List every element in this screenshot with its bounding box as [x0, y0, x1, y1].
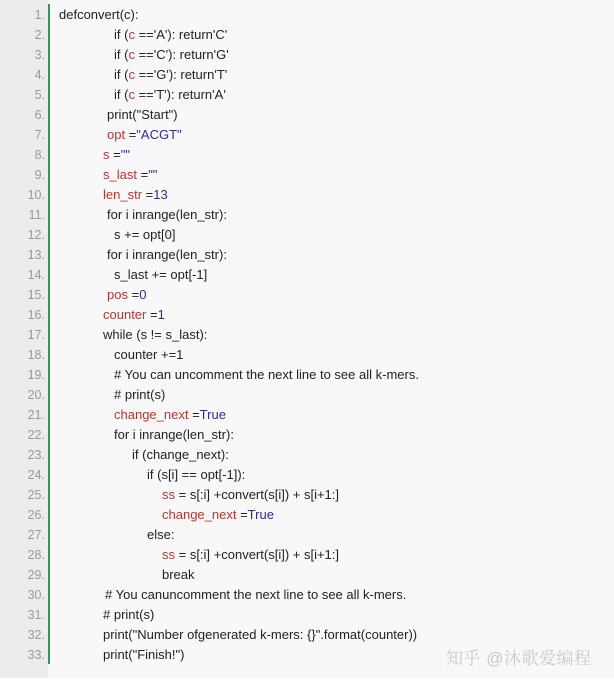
code-line: [0, 345, 614, 365]
line-number: 31.: [27, 608, 45, 622]
code-lines: [0, 5, 614, 665]
code-token: defconvert(c):: [59, 7, 139, 22]
code-token: =: [142, 187, 154, 202]
code-token: s += opt[0]: [114, 227, 176, 242]
code-line: [0, 365, 614, 385]
literal-token: 13: [153, 187, 168, 202]
line-number: 4.: [34, 68, 45, 82]
code-token: =: [109, 147, 121, 162]
code-token: if (: [114, 27, 129, 42]
line-number: 22.: [27, 428, 45, 442]
line-number: 3.: [34, 48, 45, 62]
line-number: 2.: [34, 28, 45, 42]
code-line: [0, 485, 614, 505]
code-token: =: [236, 507, 248, 522]
code-line: [0, 325, 614, 345]
code-line: [0, 105, 614, 125]
code-token: =='T'): return'A': [134, 87, 226, 102]
identifier-token: pos: [107, 287, 128, 302]
literal-token: True: [247, 507, 274, 522]
code-line: [0, 285, 614, 305]
line-number: 12.: [27, 228, 45, 242]
code-text: [114, 365, 419, 385]
code-line: [0, 405, 614, 425]
code-token: print("Number ofgenerated k-mers: {}".format(counter)): [103, 627, 418, 642]
code-text: [59, 5, 138, 25]
code-token: counter +=1: [114, 347, 184, 362]
line-number: 18.: [27, 348, 45, 362]
line-number: 11.: [28, 208, 45, 222]
literal-token: 1: [157, 307, 165, 322]
line-number: 28.: [27, 548, 45, 562]
code-token: =: [188, 407, 200, 422]
identifier-token: c: [128, 47, 135, 62]
code-token: =: [146, 307, 158, 322]
line-number: 5.: [34, 88, 45, 102]
line-number: 25.: [27, 488, 45, 502]
code-token: # print(s): [103, 607, 155, 622]
identifier-token: opt: [107, 127, 126, 142]
code-token: if (change_next):: [132, 447, 229, 462]
code-text: [107, 105, 178, 125]
code-token: for i inrange(len_str):: [114, 427, 234, 442]
code-line: [0, 525, 614, 545]
code-token: # print(s): [114, 387, 166, 402]
line-number: 14.: [27, 268, 45, 282]
code-line: [0, 245, 614, 265]
line-number: 13.: [27, 248, 45, 262]
code-text: [132, 445, 229, 465]
literal-token: "": [120, 147, 130, 162]
code-text: [103, 145, 130, 165]
line-number: 7.: [34, 128, 45, 142]
line-number: 29.: [27, 568, 45, 582]
code-text: [103, 305, 165, 325]
code-line: [0, 165, 614, 185]
identifier-token: c: [128, 27, 135, 42]
code-token: =='A'): return'C': [134, 27, 228, 42]
code-text: [162, 545, 339, 565]
line-number: 33.: [27, 648, 45, 662]
code-token: if (: [114, 87, 129, 102]
line-number: 17.: [27, 328, 45, 342]
line-number: 19.: [27, 368, 45, 382]
identifier-token: s: [103, 147, 110, 162]
code-line: [0, 125, 614, 145]
identifier-token: c: [128, 87, 135, 102]
identifier-token: change_next: [162, 507, 237, 522]
code-text: [162, 505, 274, 525]
code-token: while (s != s_last):: [103, 327, 208, 342]
line-number: 27.: [27, 528, 45, 542]
code-line: [0, 385, 614, 405]
code-text: [107, 285, 146, 305]
code-line: [0, 265, 614, 285]
code-text: [114, 385, 165, 405]
line-number: 30.: [27, 588, 45, 602]
code-line: [0, 305, 614, 325]
code-line: [0, 25, 614, 45]
line-number: 26.: [27, 508, 45, 522]
line-number: 20.: [27, 388, 45, 402]
identifier-token: s_last: [103, 167, 137, 182]
code-text: [114, 425, 234, 445]
line-number: 15.: [27, 288, 45, 302]
bottom-divider: [0, 678, 614, 682]
code-text: [107, 205, 227, 225]
code-token: if (: [114, 47, 129, 62]
line-number: 21.: [27, 408, 45, 422]
code-text: [114, 25, 227, 45]
code-text: [114, 65, 227, 85]
code-token: = s[:i] +convert(s[i]) + s[i+1:]: [175, 547, 340, 562]
code-text: [103, 605, 154, 625]
code-line: [0, 505, 614, 525]
literal-token: "ACGT": [136, 127, 182, 142]
identifier-token: ss: [162, 547, 175, 562]
code-token: =='G'): return'T': [134, 67, 228, 82]
identifier-token: c: [128, 67, 135, 82]
code-token: if (s[i] == opt[-1]):: [147, 467, 246, 482]
code-line: [0, 65, 614, 85]
code-token: break: [162, 567, 195, 582]
code-token: # You canuncomment the next line to see all k-mers.: [105, 587, 407, 602]
line-number: 1.: [34, 8, 45, 22]
code-line: [0, 585, 614, 605]
code-text: [105, 585, 406, 605]
code-line: [0, 545, 614, 565]
line-number: 32.: [27, 628, 45, 642]
code-text: [103, 645, 184, 665]
code-text: [147, 465, 245, 485]
code-text: [162, 485, 339, 505]
code-line: [0, 465, 614, 485]
code-text: [114, 225, 175, 245]
code-line: [0, 185, 614, 205]
code-token: =: [136, 167, 149, 182]
code-text: [114, 345, 183, 365]
code-line: [0, 5, 614, 25]
code-token: =='C'): return'G': [134, 47, 229, 62]
line-number: 23.: [27, 448, 45, 462]
code-line: [0, 205, 614, 225]
code-line: [0, 445, 614, 465]
code-token: # You can uncomment the next line to see all k-mers.: [114, 367, 419, 382]
code-line: [0, 45, 614, 65]
code-text: [114, 85, 226, 105]
code-token: print("Finish!"): [103, 647, 185, 662]
code-text: [114, 45, 229, 65]
code-token: for i inrange(len_str):: [107, 247, 227, 262]
code-text: [103, 625, 417, 645]
line-number: 8.: [34, 148, 45, 162]
line-number: 10.: [27, 188, 45, 202]
code-token: =: [127, 287, 140, 302]
identifier-token: change_next: [114, 407, 189, 422]
literal-token: "": [148, 167, 158, 182]
code-line: [0, 605, 614, 625]
code-text: [147, 525, 174, 545]
code-text: [103, 165, 157, 185]
code-token: s_last += opt[-1]: [114, 267, 208, 282]
code-token: for i inrange(len_str):: [107, 207, 227, 222]
identifier-token: ss: [162, 487, 175, 502]
line-number: 24.: [27, 468, 45, 482]
code-line: [0, 145, 614, 165]
literal-token: 0: [139, 287, 147, 302]
code-token: = s[:i] +convert(s[i]) + s[i+1:]: [175, 487, 340, 502]
code-text: [162, 565, 195, 585]
code-text: [103, 185, 168, 205]
identifier-token: counter: [103, 307, 147, 322]
identifier-token: len_str: [103, 187, 143, 202]
line-number: 6.: [34, 108, 45, 122]
code-line: [0, 625, 614, 645]
code-text: [114, 265, 207, 285]
code-line: [0, 85, 614, 105]
line-number: 16.: [27, 308, 45, 322]
code-line: [0, 425, 614, 445]
line-number: 9.: [34, 168, 45, 182]
code-text: [107, 125, 182, 145]
code-line: [0, 225, 614, 245]
code-token: =: [125, 127, 137, 142]
code-token: if (: [114, 67, 129, 82]
code-text: [107, 245, 227, 265]
code-text: [114, 405, 226, 425]
literal-token: True: [199, 407, 226, 422]
code-token: print("Start"): [107, 107, 178, 122]
code-text: [103, 325, 207, 345]
watermark: 知乎 @沐歌爱编程: [446, 649, 592, 668]
code-token: else:: [147, 527, 175, 542]
code-line: [0, 565, 614, 585]
